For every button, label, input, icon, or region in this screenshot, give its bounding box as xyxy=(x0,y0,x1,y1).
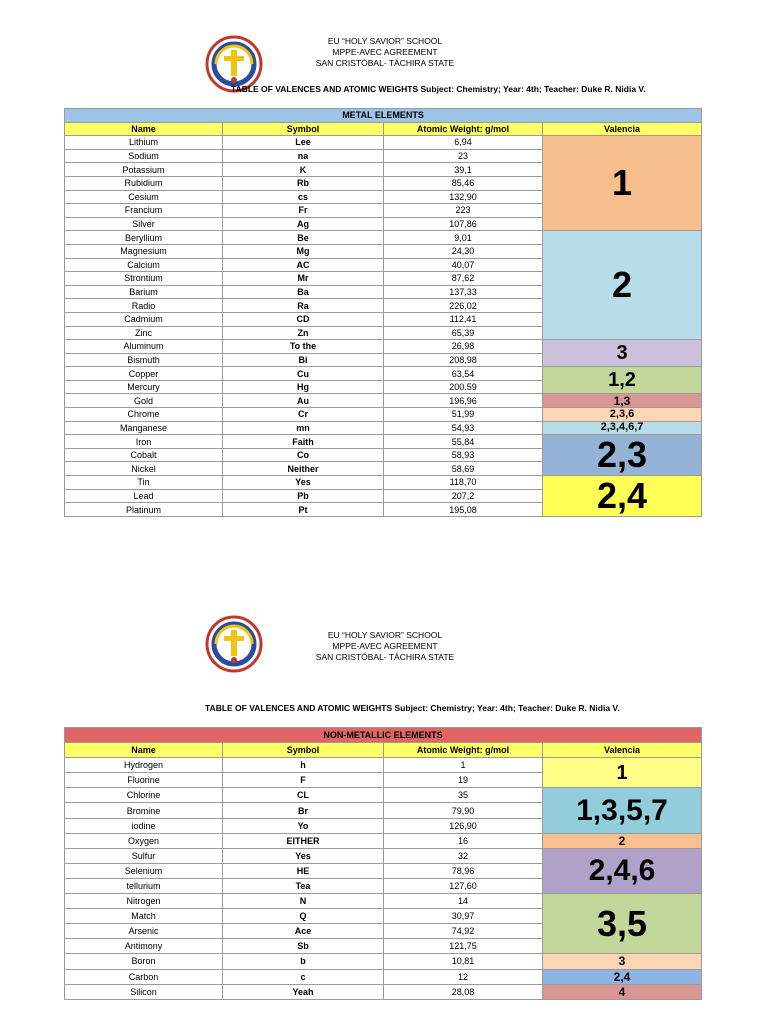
element-name: Chlorine xyxy=(65,788,223,803)
metal-elements-table xyxy=(64,108,702,517)
element-symbol: mn xyxy=(223,421,384,435)
element-name: Chrome xyxy=(65,408,223,422)
school-agreement: MPPE-AVEC AGREEMENT xyxy=(332,641,438,651)
table-row xyxy=(65,848,702,863)
element-name: Boron xyxy=(65,954,223,969)
element-name: Lead xyxy=(65,489,223,503)
atomic-weight: 196,96 xyxy=(384,394,543,408)
atomic-weight: 10,81 xyxy=(384,954,543,969)
element-name: Cesium xyxy=(65,190,223,204)
atomic-weight: 65,39 xyxy=(384,326,543,340)
element-symbol: Ag xyxy=(223,217,384,231)
element-name: Platinum xyxy=(65,503,223,517)
element-symbol: Rb xyxy=(223,176,384,190)
element-name: Strontium xyxy=(65,272,223,286)
element-name: Nitrogen xyxy=(65,894,223,909)
element-symbol: F xyxy=(223,773,384,788)
table-row xyxy=(65,340,702,354)
element-symbol: Hg xyxy=(223,380,384,394)
element-symbol: To the xyxy=(223,340,384,354)
atomic-weight: 19 xyxy=(384,773,543,788)
element-symbol: Pt xyxy=(223,503,384,517)
element-name: Carbon xyxy=(65,969,223,984)
element-symbol: K xyxy=(223,163,384,177)
atomic-weight: 126,90 xyxy=(384,818,543,833)
element-name: Copper xyxy=(65,367,223,381)
atomic-weight: 137,33 xyxy=(384,285,543,299)
element-symbol: Yes xyxy=(223,476,384,490)
atomic-weight: 207,2 xyxy=(384,489,543,503)
element-name: Lithium xyxy=(65,136,223,150)
element-symbol: Mg xyxy=(223,244,384,258)
element-symbol: cs xyxy=(223,190,384,204)
atomic-weight: 121,75 xyxy=(384,939,543,954)
header-valence: Valencia xyxy=(543,743,702,758)
table-row xyxy=(65,894,702,909)
atomic-weight: 58,93 xyxy=(384,448,543,462)
element-symbol: AC xyxy=(223,258,384,272)
element-name: Antimony xyxy=(65,939,223,954)
element-symbol: Q xyxy=(223,909,384,924)
atomic-weight: 16 xyxy=(384,833,543,848)
element-symbol: Tea xyxy=(223,878,384,893)
atomic-weight: 24,30 xyxy=(384,244,543,258)
atomic-weight: 6,94 xyxy=(384,136,543,150)
valence-cell: 1 xyxy=(543,136,702,231)
table-row xyxy=(65,231,702,245)
element-symbol: Lee xyxy=(223,136,384,150)
atomic-weight: 58,69 xyxy=(384,462,543,476)
valence-cell: 2 xyxy=(543,231,702,340)
school-name: EU “HOLY SAVIOR” SCHOOL xyxy=(327,36,443,46)
atomic-weight: 226,02 xyxy=(384,299,543,313)
atomic-weight: 28,08 xyxy=(384,984,543,999)
element-symbol: Yo xyxy=(223,818,384,833)
element-name: Calcium xyxy=(65,258,223,272)
element-name: Silicon xyxy=(65,984,223,999)
valence-cell: 4 xyxy=(543,984,702,999)
element-symbol: Au xyxy=(223,394,384,408)
header-atomic-weight: Atomic Weight: g/mol xyxy=(384,122,543,136)
table-row xyxy=(65,136,702,150)
element-name: Rubidium xyxy=(65,176,223,190)
element-name: Selenium xyxy=(65,863,223,878)
atomic-weight: 200.59 xyxy=(384,380,543,394)
atomic-weight: 39,1 xyxy=(384,163,543,177)
element-symbol: Cu xyxy=(223,367,384,381)
element-name: Cobalt xyxy=(65,448,223,462)
element-name: Manganese xyxy=(65,421,223,435)
atomic-weight: 1 xyxy=(384,758,543,773)
valence-cell: 2 xyxy=(543,833,702,848)
atomic-weight: 78,96 xyxy=(384,863,543,878)
table-row xyxy=(65,367,702,381)
element-symbol: Neither xyxy=(223,462,384,476)
header-valence: Valencia xyxy=(543,122,702,136)
element-symbol: Ba xyxy=(223,285,384,299)
school-name: EU “HOLY SAVIOR” SCHOOL xyxy=(327,630,443,640)
atomic-weight: 208,98 xyxy=(384,353,543,367)
atomic-weight: 127,60 xyxy=(384,878,543,893)
element-symbol: CL xyxy=(223,788,384,803)
atomic-weight: 12 xyxy=(384,969,543,984)
element-symbol: Be xyxy=(223,231,384,245)
atomic-weight: 74,92 xyxy=(384,924,543,939)
element-symbol: Mr xyxy=(223,272,384,286)
element-symbol: b xyxy=(223,954,384,969)
atomic-weight: 35 xyxy=(384,788,543,803)
school-header xyxy=(250,36,520,69)
valence-cell: 1,3,5,7 xyxy=(543,788,702,833)
element-name: Bromine xyxy=(65,803,223,818)
atomic-weight: 51,99 xyxy=(384,408,543,422)
atomic-weight: 107,86 xyxy=(384,217,543,231)
valence-cell: 2,3 xyxy=(543,435,702,476)
element-name: Bismuth xyxy=(65,353,223,367)
atomic-weight: 132,90 xyxy=(384,190,543,204)
table-row xyxy=(65,421,702,435)
table-row xyxy=(65,476,702,490)
element-name: Gold xyxy=(65,394,223,408)
element-symbol: Co xyxy=(223,448,384,462)
non-metallic-elements-table xyxy=(64,727,702,1000)
element-symbol: Br xyxy=(223,803,384,818)
header-atomic-weight: Atomic Weight: g/mol xyxy=(384,743,543,758)
table-row xyxy=(65,954,702,969)
atomic-weight: 55,84 xyxy=(384,435,543,449)
element-name: Nickel xyxy=(65,462,223,476)
valence-cell: 2,4 xyxy=(543,476,702,517)
element-symbol: EITHER xyxy=(223,833,384,848)
atomic-weight: 195,08 xyxy=(384,503,543,517)
valence-cell: 1,3 xyxy=(543,394,702,408)
valence-cell: 2,4 xyxy=(543,969,702,984)
table-row xyxy=(65,758,702,773)
element-name: Magnesium xyxy=(65,244,223,258)
element-name: Francium xyxy=(65,204,223,218)
table-row xyxy=(65,435,702,449)
valence-cell: 3 xyxy=(543,340,702,367)
school-agreement: MPPE-AVEC AGREEMENT xyxy=(332,47,438,57)
atomic-weight: 14 xyxy=(384,894,543,909)
element-symbol: c xyxy=(223,969,384,984)
atomic-weight: 85,46 xyxy=(384,176,543,190)
element-name: Mercury xyxy=(65,380,223,394)
atomic-weight: 79,90 xyxy=(384,803,543,818)
table-subtitle: TABLE OF VALENCES AND ATOMIC WEIGHTS Subject: Chemistry; Year: 4th; Teacher: Duke R. Nidia V. xyxy=(231,84,646,94)
element-symbol: Fr xyxy=(223,204,384,218)
header-name: Name xyxy=(65,122,223,136)
atomic-weight: 63,54 xyxy=(384,367,543,381)
table-row xyxy=(65,394,702,408)
element-name: Tin xyxy=(65,476,223,490)
valence-cell: 3 xyxy=(543,954,702,969)
element-name: Match xyxy=(65,909,223,924)
element-symbol: HE xyxy=(223,863,384,878)
element-name: Aluminum xyxy=(65,340,223,354)
element-symbol: h xyxy=(223,758,384,773)
valence-cell: 1 xyxy=(543,758,702,788)
valence-cell: 2,3,6 xyxy=(543,408,702,422)
element-name: iodine xyxy=(65,818,223,833)
valence-cell: 3,5 xyxy=(543,894,702,954)
atomic-weight: 9,01 xyxy=(384,231,543,245)
element-symbol: Bi xyxy=(223,353,384,367)
element-name: Oxygen xyxy=(65,833,223,848)
element-symbol: Yes xyxy=(223,848,384,863)
table-row xyxy=(65,984,702,999)
atomic-weight: 112,41 xyxy=(384,312,543,326)
element-symbol: N xyxy=(223,894,384,909)
element-name: Potassium xyxy=(65,163,223,177)
element-name: tellurium xyxy=(65,878,223,893)
element-name: Arsenic xyxy=(65,924,223,939)
valence-cell: 2,4,6 xyxy=(543,848,702,893)
element-symbol: Ace xyxy=(223,924,384,939)
valence-cell: 2,3,4,6,7 xyxy=(543,421,702,435)
table-row xyxy=(65,833,702,848)
element-name: Silver xyxy=(65,217,223,231)
element-name: Iron xyxy=(65,435,223,449)
header-symbol: Symbol xyxy=(223,743,384,758)
atomic-weight: 54,93 xyxy=(384,421,543,435)
element-symbol: Faith xyxy=(223,435,384,449)
table-row xyxy=(65,788,702,803)
school-location: SAN CRISTÓBAL- TÁCHIRA STATE xyxy=(315,58,455,68)
table-banner: METAL ELEMENTS xyxy=(65,109,702,123)
element-symbol: Pb xyxy=(223,489,384,503)
element-symbol: Cr xyxy=(223,408,384,422)
table-row xyxy=(65,969,702,984)
table-subtitle: TABLE OF VALENCES AND ATOMIC WEIGHTS Subject: Chemistry; Year: 4th; Teacher: Duke R. Nidia V. xyxy=(205,703,620,713)
table-row xyxy=(65,408,702,422)
element-name: Hydrogen xyxy=(65,758,223,773)
school-header xyxy=(250,630,520,663)
element-symbol: Zn xyxy=(223,326,384,340)
atomic-weight: 23 xyxy=(384,149,543,163)
header-symbol: Symbol xyxy=(223,122,384,136)
school-location: SAN CRISTÓBAL- TÁCHIRA STATE xyxy=(315,652,455,662)
element-name: Sulfur xyxy=(65,848,223,863)
element-name: Barium xyxy=(65,285,223,299)
element-name: Cadmium xyxy=(65,312,223,326)
element-symbol: CD xyxy=(223,312,384,326)
element-symbol: Ra xyxy=(223,299,384,313)
element-name: Sodium xyxy=(65,149,223,163)
atomic-weight: 30,97 xyxy=(384,909,543,924)
element-name: Beryllium xyxy=(65,231,223,245)
element-symbol: Yeah xyxy=(223,984,384,999)
valence-cell: 1,2 xyxy=(543,367,702,394)
header-name: Name xyxy=(65,743,223,758)
table-banner: NON-METALLIC ELEMENTS xyxy=(65,728,702,743)
element-symbol: Sb xyxy=(223,939,384,954)
atomic-weight: 26,98 xyxy=(384,340,543,354)
atomic-weight: 32 xyxy=(384,848,543,863)
atomic-weight: 40,07 xyxy=(384,258,543,272)
element-symbol: na xyxy=(223,149,384,163)
atomic-weight: 223 xyxy=(384,204,543,218)
element-name: Zinc xyxy=(65,326,223,340)
atomic-weight: 87,62 xyxy=(384,272,543,286)
element-name: Radio xyxy=(65,299,223,313)
element-name: Fluorine xyxy=(65,773,223,788)
atomic-weight: 118,70 xyxy=(384,476,543,490)
